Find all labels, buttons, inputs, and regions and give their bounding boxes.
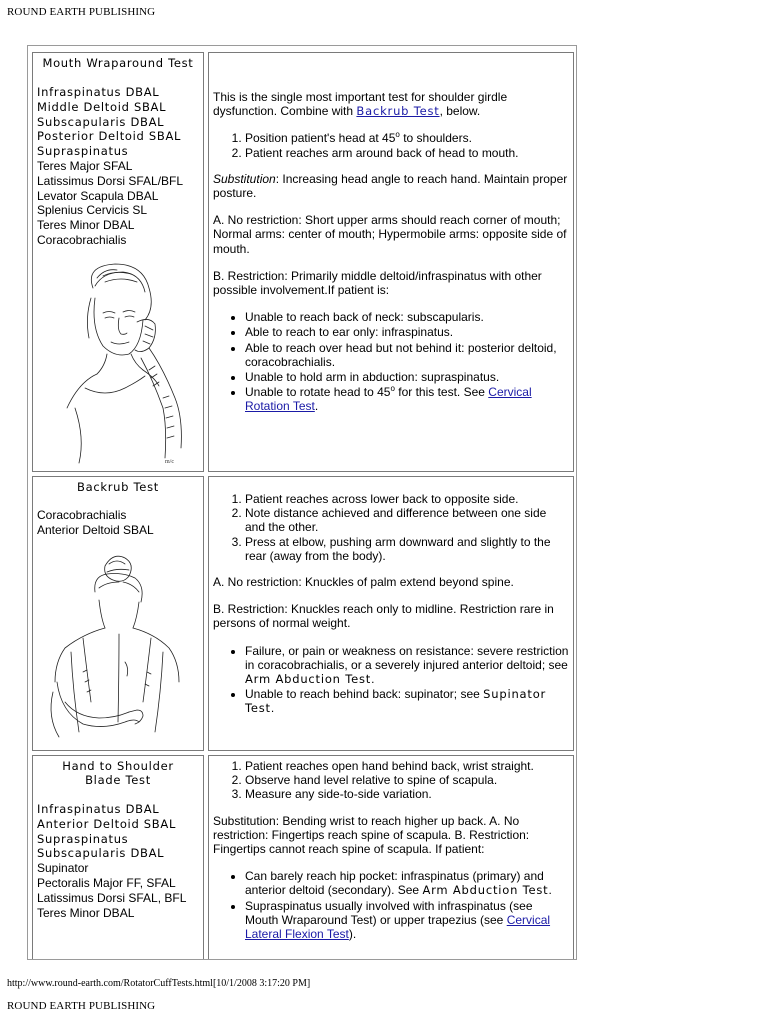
artist-signature: m/c: [165, 458, 174, 465]
step-item: 1. Position patient's head at 45$^o$ to shoulders.: [245, 131, 569, 145]
muscle-list: [33, 508, 203, 538]
muscle-item: Teres Major SFAL: [37, 158, 133, 173]
tests-table: [27, 45, 577, 960]
list-item: • Unable to hold arm in abduction: supraspinatus.: [245, 370, 569, 384]
procedure-steps: [209, 492, 573, 563]
cervical-rotation-link[interactable]: Cervical Rotation Test: [245, 385, 532, 414]
muscle-item: Posterior Deltoid SBAL: [37, 129, 182, 144]
restriction-paragraph: B. Restriction: Knuckles reach only to midline. Restriction rare in persons of normal weight.: [213, 602, 554, 631]
restriction-list: [209, 869, 573, 941]
muscle-item: Pectoralis Major FF, SFAL: [37, 875, 176, 890]
muscle-item: Latissimus Dorsi SFAL/BFL: [37, 173, 184, 188]
muscle-item: Supraspinatus: [37, 144, 129, 159]
procedure-steps: [209, 131, 573, 159]
restriction-list: [209, 644, 573, 716]
step-item: 2. Patient reaches arm around back of head to mouth.: [245, 146, 569, 160]
substitution-paragraph: Substitution: Increasing head angle to reach hand. Maintain proper posture.: [213, 171, 568, 201]
muscle-item: Latissimus Dorsi SFAL, BFL: [37, 890, 187, 905]
step-item: 1. Patient reaches open hand behind back, wrist straight.: [245, 759, 569, 773]
muscle-list: [33, 802, 203, 920]
hand-to-shoulder-cell: [32, 755, 204, 960]
restriction-list: [209, 310, 573, 413]
muscle-item: Supraspinatus: [37, 831, 129, 846]
intro-paragraph: This is the single most important test for shoulder girdle dysfunction. Combine with Backrub Test, below.: [213, 90, 508, 119]
muscle-item: Infraspinatus DBAL: [37, 85, 160, 99]
test-title: Hand to Shoulder Blade Test: [62, 759, 174, 787]
backrub-description: [208, 476, 574, 751]
muscle-item: Splenius Cervicis SL: [37, 203, 148, 218]
list-item: • Supraspinatus usually involved with infraspinatus (see Mouth Wraparound Test) or upper trapezius (see Cervical Lateral Flexion Test).: [245, 899, 569, 942]
step-item: 3. Press at elbow, pushing arm downward and slightly to the rear (away from the body).: [245, 535, 569, 563]
muscle-item: Coracobrachialis: [37, 232, 127, 247]
test-title: Mouth Wraparound Test: [42, 56, 194, 70]
backrub-cell: [32, 476, 204, 751]
arm-abduction-reference: Arm Abduction Test: [422, 883, 549, 898]
muscle-item: Anterior Deltoid SBAL: [37, 816, 177, 831]
cervical-lateral-flexion-link[interactable]: Cervical Lateral Flexion Test: [245, 912, 551, 942]
no-restriction-paragraph: A. No restriction: Short upper arms should reach corner of mouth; Normal arms: center of mouth; Hypermobile arms: opposite side of mouth.: [213, 213, 567, 256]
muscle-item: Anterior Deltoid SBAL: [37, 522, 154, 537]
muscle-item: Subscapularis DBAL: [37, 114, 165, 129]
muscle-item: Levator Scapula DBAL: [37, 188, 159, 203]
list-item: • Can barely reach hip pocket: infraspinatus (primary) and anterior deltoid (secondary). See Arm Abduction Test.: [245, 869, 569, 897]
muscle-item: Teres Minor DBAL: [37, 218, 135, 233]
footer-url: http://www.round-earth.com/RotatorCuffTests.html[10/1/2008 3:17:20 PM]: [7, 978, 311, 989]
page-header: ROUND EARTH PUBLISHING: [7, 6, 156, 18]
muscle-item: Subscapularis DBAL: [37, 846, 165, 861]
muscle-item: Infraspinatus DBAL: [37, 802, 160, 816]
no-restriction-paragraph: A. No restriction: Knuckles of palm extend beyond spine.: [213, 575, 514, 590]
list-item: • Able to reach over head but not behind it: posterior deltoid, coracobrachialis.: [245, 341, 569, 369]
step-item: 2. Note distance achieved and difference between one side and the other.: [245, 506, 569, 534]
test-title: Backrub Test: [77, 480, 159, 494]
list-item: • Unable to reach back of neck: subscapularis.: [245, 310, 569, 324]
restriction-paragraph: B. Restriction: Primarily middle deltoid/infraspinatus with other possible involvement.If patient is:: [213, 268, 542, 298]
list-item: • Failure, or pain or weakness on resistance: severe restriction in coracobrachialis, or a severely injured anterior deltoid; see Arm Abduction Test.: [245, 644, 569, 687]
page-header-next: ROUND EARTH PUBLISHING: [7, 1000, 156, 1012]
muscle-item: Teres Minor DBAL: [37, 905, 135, 920]
mouth-wraparound-cell: [32, 52, 204, 472]
step-item: 2. Observe hand level relative to spine of scapula.: [245, 773, 569, 787]
substitution-paragraph: Substitution: Bending wrist to reach higher up back. A. No restriction: Fingertips reach spine of scapula. B. Restriction: Fingertips cannot reach spine of scapula. If patient:: [213, 813, 530, 857]
backrub-illustration: [33, 552, 203, 747]
muscle-item: Supinator: [37, 861, 89, 876]
muscle-item: Middle Deltoid SBAL: [37, 99, 167, 114]
muscle-list: [33, 85, 203, 248]
arm-abduction-reference: Arm Abduction Test: [245, 672, 372, 687]
supinator-reference: Supinator Test: [245, 687, 547, 716]
hand-to-shoulder-description: [208, 755, 574, 960]
mouth-wraparound-description: [208, 52, 574, 472]
procedure-steps: [209, 759, 573, 802]
list-item: • Able to reach to ear only: infraspinatus.: [245, 325, 569, 339]
mouth-wraparound-illustration: [33, 258, 203, 468]
list-item: • Unable to reach behind back: supinator; see Supinator Test.: [245, 687, 569, 715]
step-item: 1. Patient reaches across lower back to opposite side.: [245, 492, 569, 506]
list-item: • Unable to rotate head to 45$^o$ for this test. See Cervical Rotation Test.: [245, 385, 569, 413]
step-item: 3. Measure any side-to-side variation.: [245, 787, 569, 801]
backrub-test-link[interactable]: Backrub Test: [356, 104, 440, 119]
muscle-item: Coracobrachialis: [37, 508, 127, 522]
